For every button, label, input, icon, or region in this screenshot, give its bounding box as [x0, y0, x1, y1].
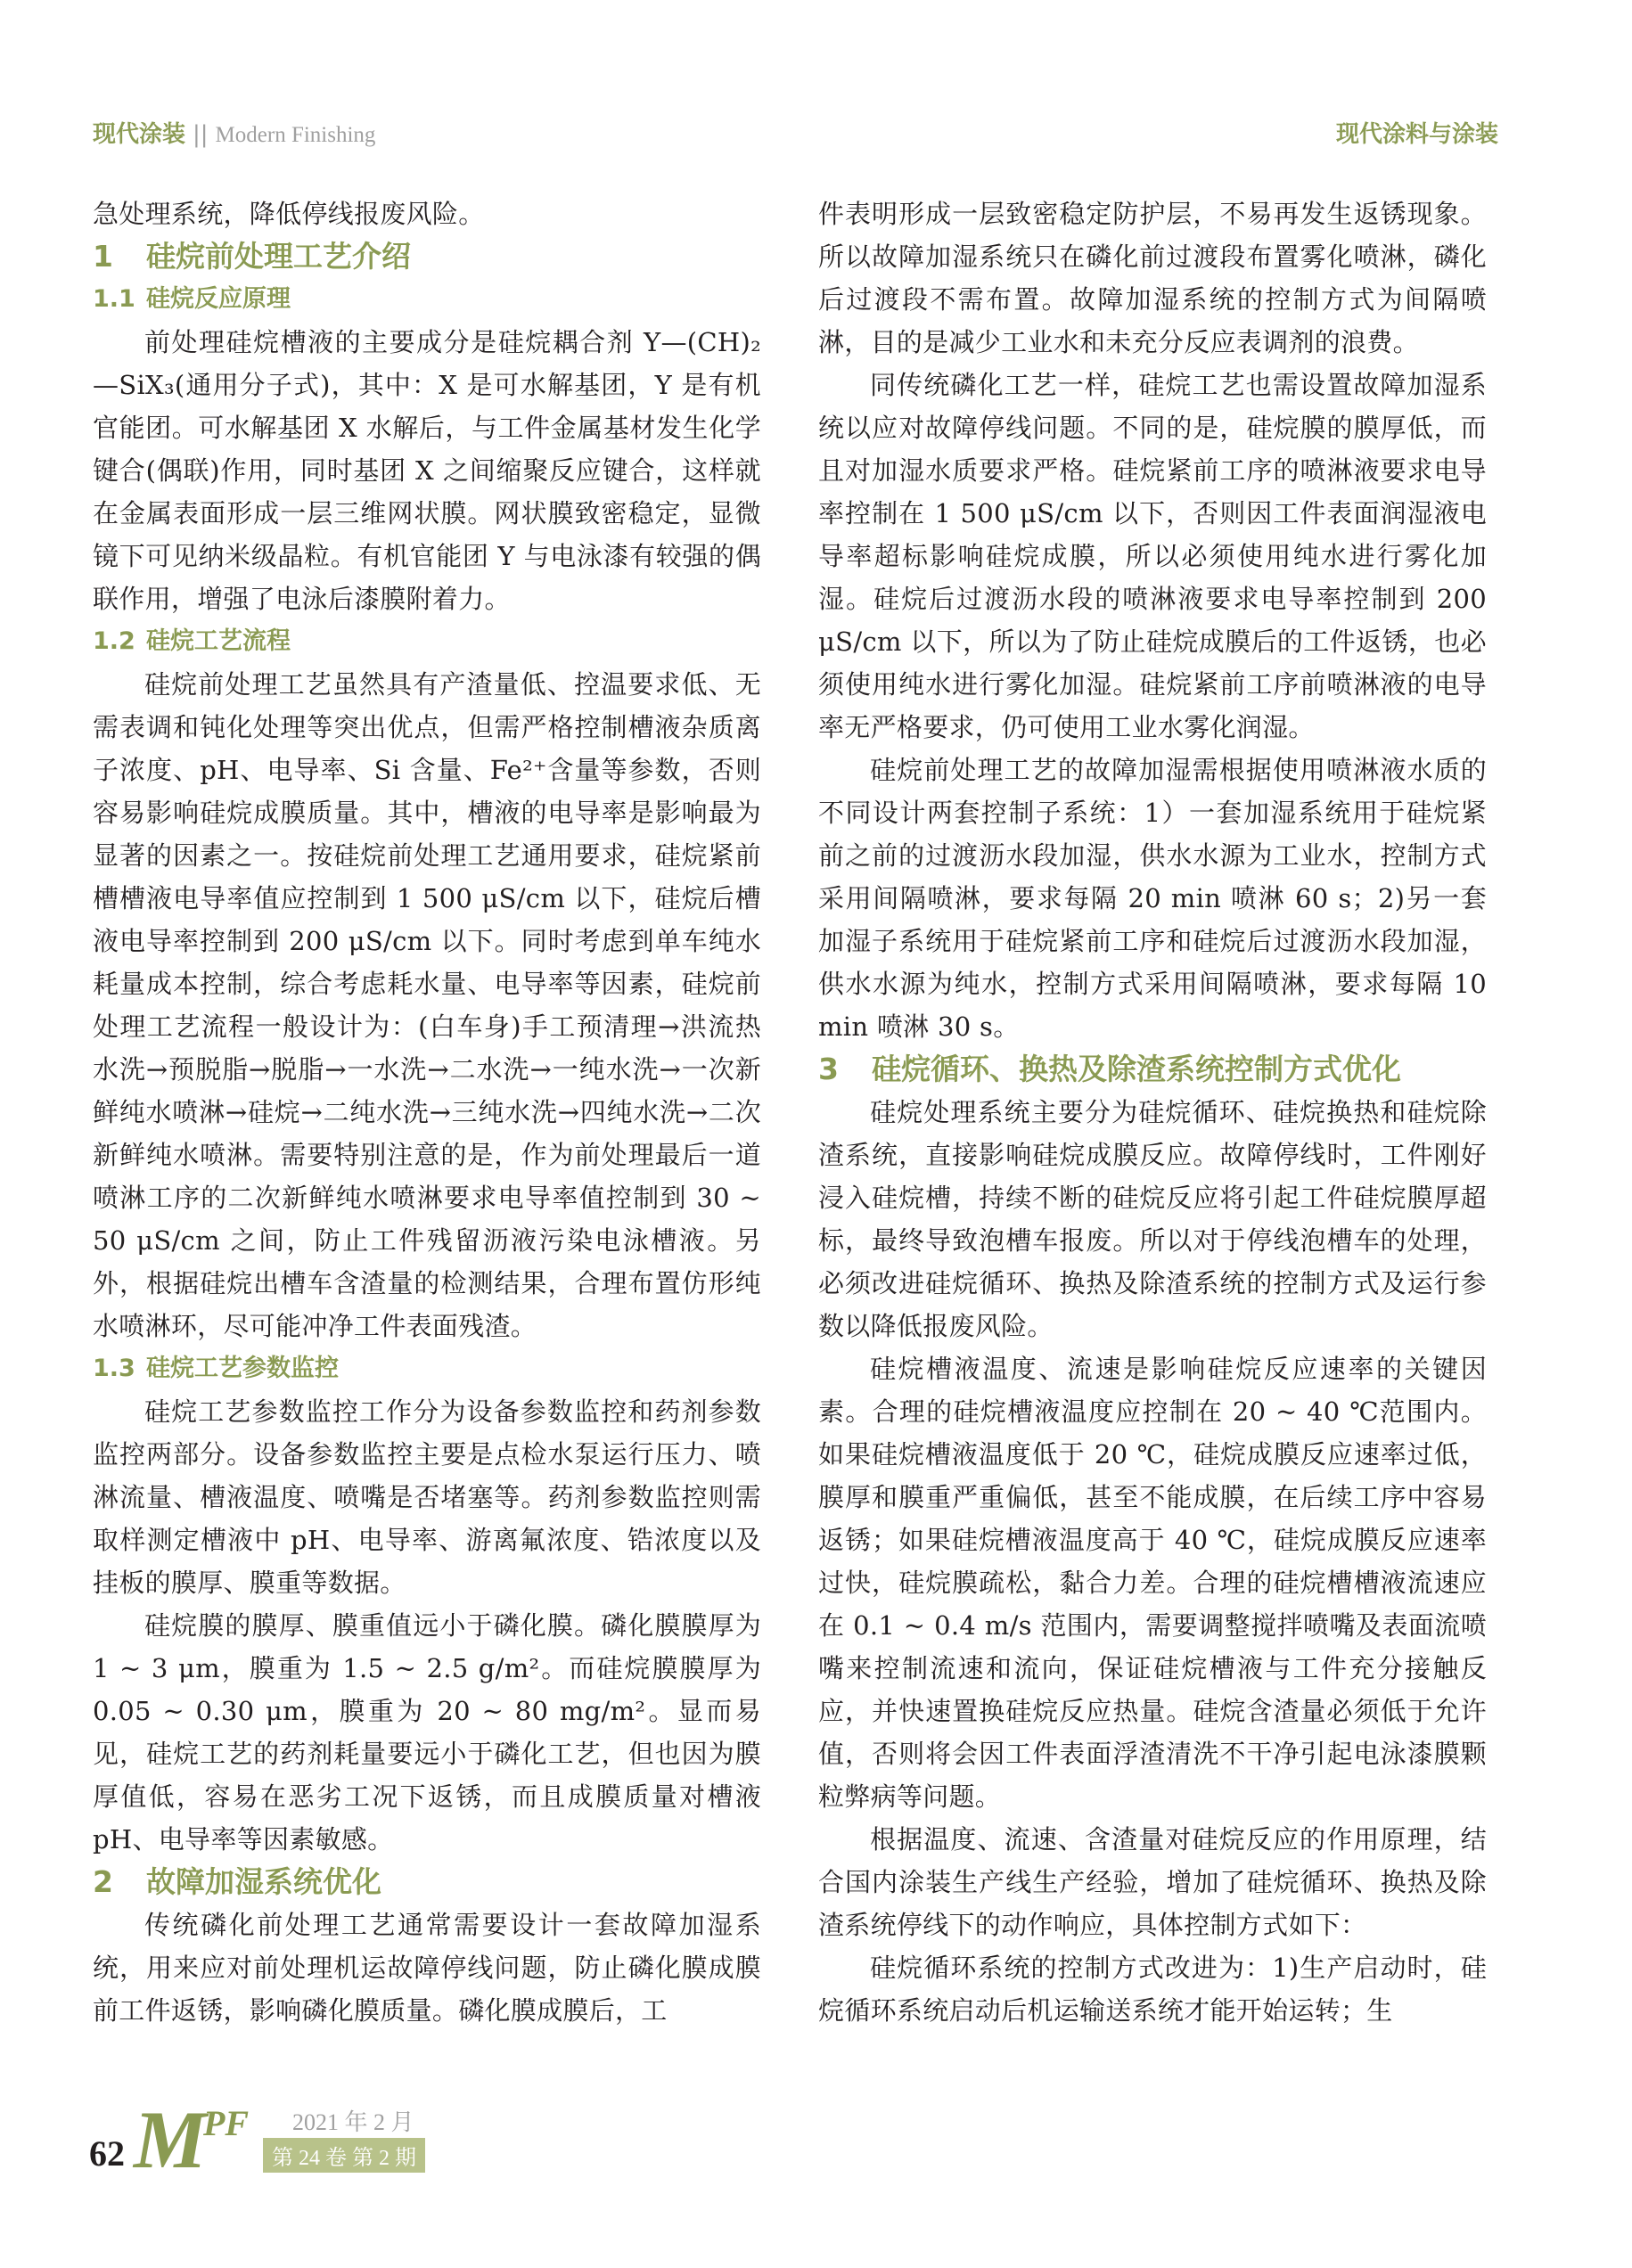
- section-title: 现代涂料与涂装: [1335, 121, 1498, 148]
- paragraph: 硅烷前处理工艺的故障加湿需根据使用喷淋液水质的不同设计两套控制子系统：1）一套加湿系统用于硅烷紧前之前的过渡沥水段加湿，供水水源为工业水，控制方式采用间隔喷淋，要求每隔 20 min 喷淋 60 s；2)另一套加湿子系统用于硅烷紧前工序和硅烷后过渡沥水段加湿，供水水源为纯水，控制方式采用间隔喷淋，要求每隔 10 min 喷淋 30 s。: [818, 755, 1487, 1042]
- issue-date: 2021 年 2 月: [292, 2109, 414, 2135]
- heading-number: 1.2: [93, 627, 135, 655]
- paragraph: 硅烷循环系统的控制方式改进为：1)生产启动时，硅烷循环系统启动后机运输送系统才能开始运转；生: [818, 1953, 1487, 2026]
- section-heading: [818, 1048, 1487, 1091]
- heading-number: 1.3: [93, 1355, 135, 1382]
- subsection-heading: [93, 278, 761, 321]
- heading-number: 2: [93, 1864, 113, 1899]
- section-heading: [93, 1861, 761, 1904]
- paragraph: 硅烷前处理工艺虽然具有产渣量低、控温要求低、无需表调和钝化处理等突出优点，但需严格控制槽液杂质离子浓度、pH、电导率、Si 含量、Fe²⁺含量等参数，否则容易影响硅烷成膜质量。其中，槽液的电导率是影响最为显著的因素之一。按硅烷前处理工艺通用要求，硅烷紧前槽槽液电导率值应控制到 1 500 μS/cm 以下，硅烷后槽液电导率控制到 200 μS/cm 以下。同时考虑到单车纯水耗量成本控制，综合考虑耗水量、电导率等因素，硅烷前处理工艺流程一般设计为：(白车身)手工预清理→洪流热水洗→预脱脂→脱脂→一水洗→二水洗→一纯水洗→一次新鲜纯水喷淋→硅烷→二纯水洗→三纯水洗→四纯水洗→二次新鲜纯水喷淋。需要特别注意的是，作为前处理最后一道喷淋工序的二次新鲜纯水喷淋要求电导率值控制到 30 ~ 50 μS/cm 之间，防止工件残留沥液污染电泳槽液。另外，根据硅烷出槽车含渣量的检测结果，合理布置仿形纯水喷淋环，尽可能冲净工件表面残渣。: [93, 669, 761, 1341]
- paragraph: 硅烷槽液温度、流速是影响硅烷反应速率的关键因素。合理的硅烷槽液温度应控制在 20 ~ 40 ℃范围内。如果硅烷槽液温度低于 20 ℃，硅烷成膜反应速率过低，膜厚和膜重严重偏低，甚至不能成膜，在后续工序中容易返锈；如果硅烷槽液温度高于 40 ℃，硅烷成膜反应速率过快，硅烷膜疏松，黏合力差。合理的硅烷槽槽液流速应在 0.1 ~ 0.4 m/s 范围内，需要调整搅拌喷嘴及表面流喷嘴来控制流速和流向，保证硅烷槽液与工件充分接触反应，并快速置换硅烷反应热量。硅烷含渣量必须低于允许值，否则将会因工件表面浮渣清洗不干净引起电泳漆膜颗粒弊病等问题。: [818, 1354, 1487, 1812]
- journal-logo: M: [134, 2094, 207, 2185]
- paragraph: 急处理系统，降低停线报废风险。: [93, 199, 485, 229]
- subsection-heading: [93, 620, 761, 663]
- section-heading: [93, 235, 761, 278]
- heading-text: 硅烷工艺流程: [146, 627, 291, 655]
- paragraph: 硅烷膜的膜厚、膜重值远小于磷化膜。磷化膜膜厚为 1 ~ 3 μm，膜重为 1.5 ~ 2.5 g/m²。而硅烷膜膜厚为 0.05 ~ 0.30 μm，膜重为 20 ~ 80 mg/m²。显而易见，硅烷工艺的药剂耗量要远小于磷化工艺，但也因为膜厚值低，容易在恶劣工况下返锈，而且成膜质量对槽液 pH、电导率等因素敏感。: [93, 1610, 761, 1855]
- heading-text: 硅烷反应原理: [146, 285, 291, 313]
- left-column: [93, 192, 761, 2032]
- paragraph: 前处理硅烷槽液的主要成分是硅烷耦合剂 Y—(CH)₂—SiX₃(通用分子式)，其中：X 是可水解基团，Y 是有机官能团。可水解基团 X 水解后，与工件金属基材发生化学键合(偶联)作用，同时基团 X 之间缩聚反应键合，这样就在金属表面形成一层三维网状膜。网状膜致密稳定，显微镜下可见纳米级晶粒。有机官能团 Y 与电泳漆有较强的偶联作用，增强了电泳后漆膜附着力。: [93, 327, 761, 614]
- heading-number: 1.1: [93, 285, 135, 313]
- page-number: 62: [89, 2133, 125, 2174]
- paragraph: 硅烷处理系统主要分为硅烷循环、硅烷换热和硅烷除渣系统，直接影响硅烷成膜反应。故障停线时，工件刚好浸入硅烷槽，持续不断的硅烷反应将引起工件硅烷膜厚超标，最终导致泡槽车报废。所以对于停线泡槽车的处理，必须改进硅烷循环、换热及除渣系统的控制方式及运行参数以降低报废风险。: [818, 1097, 1487, 1341]
- journal-title: [93, 116, 375, 149]
- right-column: [818, 192, 1487, 2032]
- page-footer: [89, 2094, 446, 2188]
- paragraph: 件表明形成一层致密稳定防护层，不易再发生返锈现象。所以故障加湿系统只在磷化前过渡段布置雾化喷淋，磷化后过渡段不需布置。故障加湿系统的控制方式为间隔喷淋，目的是减少工业水和未充分反应表调剂的浪费。: [818, 199, 1487, 357]
- journal-logo-pf: PF: [203, 2103, 250, 2143]
- journal-title-en: Modern Finishing: [215, 123, 376, 147]
- issue-volume: 第 24 卷 第 2 期: [263, 2138, 425, 2173]
- heading-number: 3: [818, 1052, 839, 1086]
- heading-text: 硅烷循环、换热及除渣系统控制方式优化: [872, 1052, 1401, 1086]
- heading-number: 1: [93, 239, 113, 274]
- paragraph: 硅烷工艺参数监控工作分为设备参数监控和药剂参数监控两部分。设备参数监控主要是点检水泵运行压力、喷淋流量、槽液温度、喷嘴是否堵塞等。药剂参数监控则需取样测定槽液中 pH、电导率、游离氟浓度、锆浓度以及挂板的膜厚、膜重等数据。: [93, 1396, 761, 1598]
- paragraph: 同传统磷化工艺一样，硅烷工艺也需设置故障加湿系统以应对故障停线问题。不同的是，硅烷膜的膜厚低，而且对加湿水质要求严格。硅烷紧前工序的喷淋液要求电导率控制在 1 500 μS/cm 以下，否则因工件表面润湿液电导率超标影响硅烷成膜，所以必须使用纯水进行雾化加湿。硅烷后过渡沥水段的喷淋液要求电导率控制到 200 μS/cm 以下，所以为了防止硅烷成膜后的工件返锈，也必须使用纯水进行雾化加湿。硅烷紧前工序前喷淋液的电导率无严格要求，仍可使用工业水雾化润湿。: [818, 370, 1487, 742]
- heading-text: 故障加湿系统优化: [146, 1864, 381, 1899]
- journal-title-cn: 现代涂装: [93, 121, 186, 148]
- heading-text: 硅烷工艺参数监控: [146, 1355, 339, 1382]
- heading-text: 硅烷前处理工艺介绍: [146, 239, 411, 274]
- subsection-heading: [93, 1347, 761, 1390]
- paragraph: 根据温度、流速、含渣量对硅烷反应的作用原理，结合国内涂装生产线生产经验，增加了硅烷循环、换热及除渣系统停线下的动作响应，具体控制方式如下：: [818, 1824, 1487, 1940]
- header-separator: ||: [193, 121, 209, 148]
- paragraph: 传统磷化前处理工艺通常需要设计一套故障加湿系统，用来应对前处理机运故障停线问题，防止磷化膜成膜前工件返锈，影响磷化膜质量。磷化膜成膜后，工: [93, 1910, 761, 2026]
